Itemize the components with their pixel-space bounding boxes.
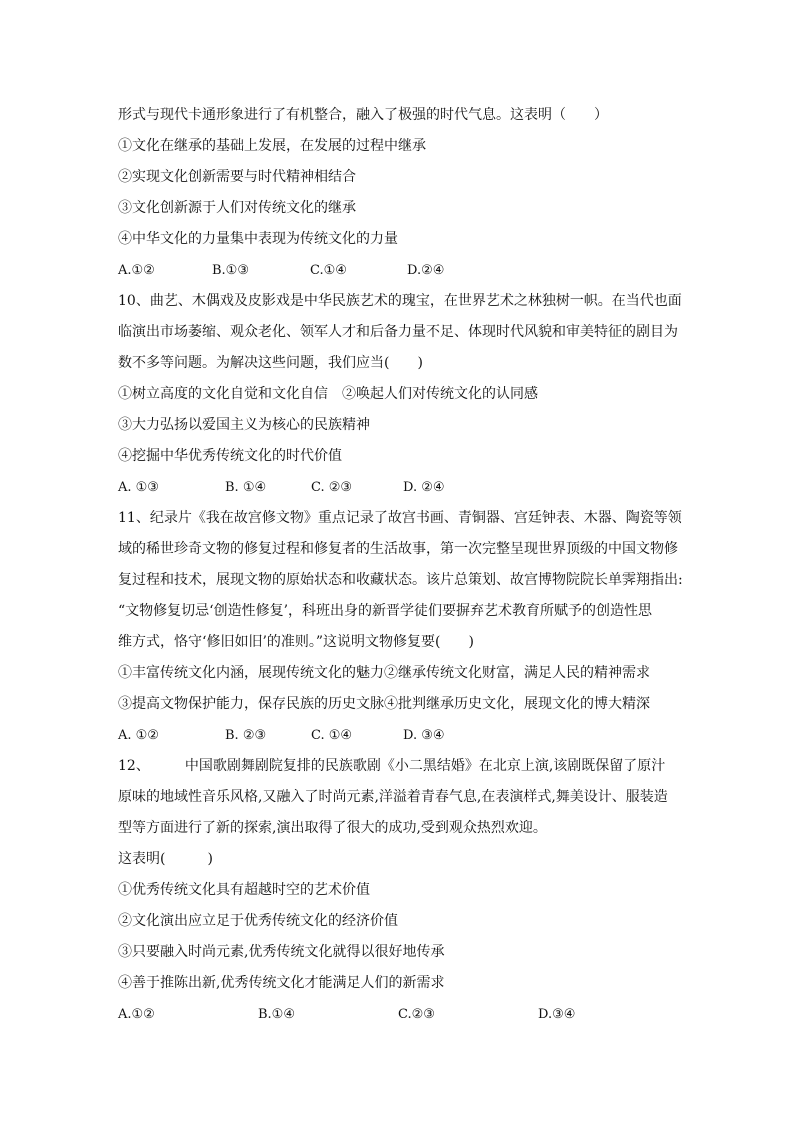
q11-option-c: C. ①④: [311, 728, 353, 743]
q10-stem-line-3: 数不多等问题。为解决这些问题，我们应当( ): [118, 355, 423, 371]
q11-stem-line-1: 11、纪录片《我在故宫修文物》重点记录了故宫书画、青铜器、宫廷钟表、木器、陶瓷等领: [118, 510, 682, 526]
q10-option-b: B. ①④: [225, 480, 267, 495]
q10-item-1-2: ①树立高度的文化自觉和文化自信 ②唤起人们对传统文化的认同感: [118, 386, 538, 402]
q12-stem-line-2: 原味的地域性音乐风格,又融入了时尚元素,洋溢着青春气息,在表演样式,舞美设计、服装造: [118, 789, 668, 805]
q11-stem-line-3: 复过程和技术，展现文物的原始状态和收藏状态。该片总策划、故宫博物院院长单霁翔指出:: [118, 572, 683, 588]
exam-page: [118, 100, 683, 1030]
q9-item-3: ③文化创新源于人们对传统文化的继承: [118, 200, 356, 216]
q11-item-3-4: ③提高文物保护能力，保存民族的历史文脉④批判继承历史文化，展现文化的博大精深: [118, 696, 650, 712]
q9-option-d: D.②④: [407, 263, 445, 278]
q9-item-1: ①文化在继承的基础上发展，在发展的过程中继承: [118, 138, 426, 154]
q12-item-3: ③只要融入时尚元素,优秀传统文化就得以很好地传承: [118, 944, 445, 960]
q11-stem-line-5: 维方式，恪守‘修旧如旧’的准则。”这说明文物修复要( ): [118, 634, 474, 650]
q11-stem-line-4: “文物修复切忌‘创造性修复’，科班出身的新晋学徒们要摒弃艺术教育所赋予的创造性思: [118, 603, 653, 619]
q9-stem-line: 形式与现代卡通形象进行了有机整合，融入了极强的时代气息。这表明（ ）: [118, 107, 608, 123]
q10-item-4: ④挖掘中华优秀传统文化的时代价值: [118, 448, 342, 464]
q10-option-d: D. ②④: [403, 480, 445, 495]
q12-options: [118, 999, 678, 1030]
q9-options: [118, 255, 678, 286]
q11-item-1-2: ①丰富传统文化内涵，展现传统文化的魅力②继承传统文化财富，满足人民的精神需求: [118, 665, 650, 681]
q11-option-b: B. ②③: [225, 728, 267, 743]
q12-item-4: ④善于推陈出新,优秀传统文化才能满足人们的新需求: [118, 975, 445, 991]
q11-options: [118, 720, 678, 751]
q12-item-2: ②文化演出应立足于优秀传统文化的经济价值: [118, 913, 398, 929]
q9-option-b: B.①③: [212, 263, 249, 278]
q11-option-d: D. ③④: [403, 728, 445, 743]
q11-stem-line-2: 域的稀世珍奇文物的修复过程和修复者的生活故事，第一次完整呈现世界顶级的中国文物修: [118, 541, 678, 557]
q12-option-a: A.①②: [118, 1007, 155, 1022]
q10-option-c: C. ②③: [311, 480, 353, 495]
q11-option-a: A. ①②: [118, 728, 159, 743]
q10-stem-line-1: 10、曲艺、木偶戏及皮影戏是中华民族艺术的瑰宝，在世界艺术之林独树一帜。在当代也面: [118, 293, 682, 309]
q12-option-b: B.①④: [258, 1007, 295, 1022]
q9-option-a: A.①②: [118, 263, 155, 278]
q9-item-4: ④中华文化的力量集中表现为传统文化的力量: [118, 231, 398, 247]
q12-stem-line-4: 这表明( ): [118, 851, 213, 867]
q12-option-c: C.②③: [398, 1007, 435, 1022]
q9-option-c: C.①④: [310, 263, 347, 278]
q10-item-3: ③大力弘扬以爱国主义为核心的民族精神: [118, 417, 370, 433]
q12-item-1: ①优秀传统文化具有超越时空的艺术价值: [118, 882, 370, 898]
q10-options: [118, 472, 678, 503]
q12-option-d: D.③④: [538, 1007, 576, 1022]
q12-stem-line-1: 12、 中国歌剧舞剧院复排的民族歌剧《小二黑结婚》在北京上演,该剧既保留了原汁: [118, 758, 666, 774]
q10-option-a: A. ①③: [118, 480, 159, 495]
q10-stem-line-2: 临演出市场萎缩、观众老化、领军人才和后备力量不足、体现时代风貌和审美特征的剧目为: [118, 324, 678, 340]
q9-item-2: ②实现文化创新需要与时代精神相结合: [118, 169, 356, 185]
q12-stem-line-3: 型等方面进行了新的探索,演出取得了很大的成功,受到观众热烈欢迎。: [118, 820, 547, 836]
